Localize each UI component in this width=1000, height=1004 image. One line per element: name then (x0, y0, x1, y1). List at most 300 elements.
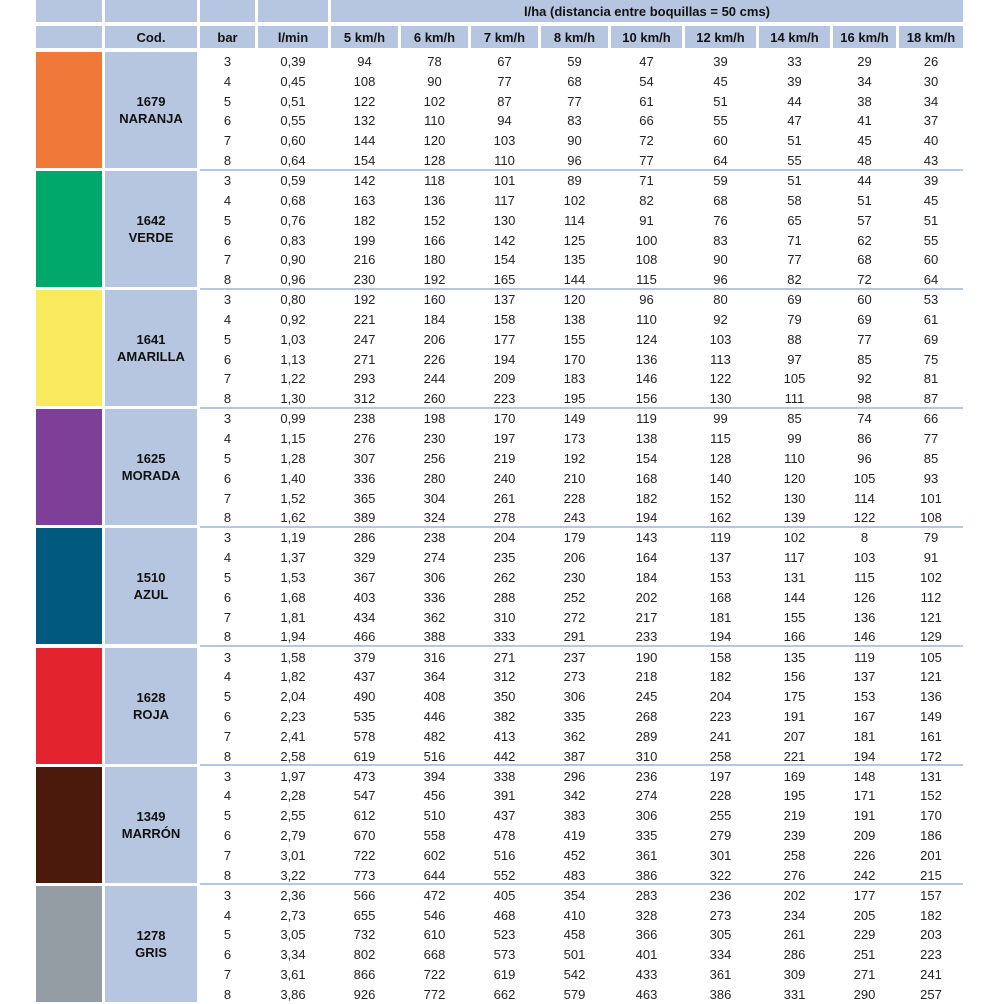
table-cell: 129 (920, 629, 942, 645)
table-cell: 54 (639, 73, 654, 89)
table-cell: 237 (563, 649, 586, 665)
table-cell: 75 (923, 351, 939, 367)
table-cell: 286 (783, 947, 806, 963)
table-cell: 69 (787, 292, 802, 308)
table-cell: 51 (923, 212, 939, 228)
table-cell: 30 (923, 73, 939, 89)
table-cell: 170 (493, 411, 516, 427)
table-cell: 77 (923, 431, 939, 447)
table-cell: 198 (423, 411, 446, 427)
table-cell: 6 (223, 470, 232, 486)
nozzle-color-name: GRIS (135, 944, 167, 960)
table-cell: 316 (423, 649, 446, 665)
table-cell: 256 (423, 450, 446, 466)
table-cell: 77 (567, 93, 582, 109)
table-cell: 169 (783, 768, 806, 784)
table-cell: 3 (223, 768, 232, 784)
table-cell: 155 (783, 609, 806, 625)
nozzle-code-cell (105, 52, 197, 168)
table-cell: 3 (223, 887, 232, 903)
table-cell: 236 (709, 887, 732, 903)
table-cell: 2,41 (280, 728, 306, 744)
table-cell: 172 (920, 748, 942, 764)
table-cell: 90 (567, 133, 582, 149)
table-cell: 8 (223, 510, 232, 526)
table-cell: 136 (635, 351, 658, 367)
table-cell: 182 (635, 490, 658, 506)
table-cell: 276 (353, 431, 376, 447)
table-cell: 361 (709, 966, 732, 982)
table-cell: 33 (787, 54, 802, 69)
table-cell: 101 (493, 173, 516, 189)
table-cell: 105 (783, 371, 806, 387)
table-cell: 108 (635, 252, 658, 268)
table-cell: 51 (787, 173, 802, 189)
table-cell: 468 (493, 907, 516, 923)
table-cell: 472 (423, 887, 446, 903)
table-cell: 4 (223, 669, 232, 685)
table-cell: 115 (636, 272, 657, 288)
table-cell: 61 (639, 93, 654, 109)
table-cell: 483 (563, 867, 586, 883)
table-cell: 131 (920, 768, 942, 784)
table-cell: 218 (635, 669, 658, 685)
table-cell: 44 (857, 173, 872, 189)
table-cell: 336 (353, 470, 376, 486)
table-cell: 516 (423, 748, 446, 764)
table-cell: 207 (783, 728, 806, 744)
table-cell: 2,55 (280, 808, 306, 824)
table-cell: 458 (563, 927, 586, 943)
table-cell: 161 (920, 728, 942, 744)
table-cell: 329 (353, 550, 376, 566)
table-cell: 83 (567, 113, 582, 129)
table-cell: 386 (709, 986, 732, 1002)
table-cell: 173 (563, 431, 586, 447)
table-cell: 90 (427, 73, 442, 89)
table-cell: 155 (563, 331, 586, 347)
table-cell: 192 (563, 450, 586, 466)
column-header: bar (200, 26, 255, 48)
table-cell: 456 (423, 788, 446, 804)
table-cell: 29 (857, 54, 872, 69)
table-cell: 165 (493, 272, 516, 288)
table-cell: 92 (857, 371, 872, 387)
column-header: 6 km/h (401, 26, 468, 48)
table-cell: 510 (423, 808, 446, 824)
nozzle-code-cell (105, 290, 197, 406)
table-cell: 195 (563, 391, 586, 407)
table-cell: 57 (857, 212, 872, 228)
table-cell: 306 (563, 689, 586, 705)
table-cell: 547 (353, 788, 376, 804)
table-cell: 0,51 (280, 93, 306, 109)
table-cell: 5 (223, 93, 232, 109)
table-cell: 119 (710, 530, 731, 546)
nozzle-code-cell (105, 409, 197, 525)
table-cell: 195 (783, 788, 806, 804)
table-cell: 191 (783, 708, 806, 724)
table-cell: 102 (423, 93, 446, 109)
table-cell: 170 (563, 351, 586, 367)
table-cell: 62 (857, 232, 872, 248)
table-cell: 304 (423, 490, 446, 506)
table-cell: 233 (635, 629, 658, 645)
table-cell: 152 (709, 490, 732, 506)
table-cell: 644 (423, 867, 446, 883)
table-cell: 230 (353, 272, 376, 288)
table-cell: 120 (563, 292, 586, 308)
table-cell: 199 (353, 232, 376, 248)
table-cell: 186 (920, 828, 942, 843)
table-cell: 271 (853, 966, 876, 982)
table-cell: 130 (493, 212, 516, 228)
table-cell: 0,80 (280, 292, 306, 308)
table-cell: 610 (423, 927, 446, 943)
table-cell: 115 (854, 570, 875, 585)
table-cell: 209 (853, 828, 876, 843)
table-cell: 241 (709, 728, 732, 744)
table-cell: 772 (423, 986, 446, 1002)
table-cell: 255 (709, 808, 732, 824)
table-cell: 68 (857, 252, 872, 268)
table-cell: 274 (635, 788, 658, 804)
table-cell: 5 (223, 450, 232, 466)
table-cell: 478 (493, 828, 516, 843)
table-cell: 55 (923, 232, 939, 248)
table-cell: 283 (635, 887, 658, 903)
table-cell: 182 (353, 212, 376, 228)
table-cell: 68 (713, 192, 728, 208)
table-cell: 204 (493, 530, 516, 546)
table-cell: 216 (353, 252, 376, 268)
table-cell: 152 (920, 788, 942, 804)
table-cell: 4 (223, 192, 232, 208)
table-cell: 118 (424, 173, 445, 189)
table-cell: 3 (223, 530, 232, 546)
column-header: l/min (258, 26, 328, 48)
table-cell: 89 (567, 173, 582, 189)
column-header: 12 km/h (685, 26, 756, 48)
table-cell: 244 (423, 371, 446, 387)
table-cell: 158 (493, 312, 516, 327)
table-cell: 335 (635, 828, 658, 843)
table-cell: 289 (635, 728, 658, 744)
table-cell: 110 (784, 450, 805, 466)
table-cell: 144 (353, 133, 376, 149)
table-cell: 105 (853, 470, 876, 486)
nozzle-code: 1625 (136, 451, 166, 467)
table-cell: 364 (423, 669, 446, 685)
table-cell: 338 (493, 768, 516, 784)
table-cell: 103 (493, 133, 516, 149)
table-cell: 7 (223, 371, 232, 387)
table-cell: 252 (563, 589, 586, 605)
table-cell: 175 (783, 689, 806, 705)
table-cell: 463 (635, 986, 658, 1002)
color-swatch (36, 767, 102, 883)
table-cell: 146 (635, 371, 658, 387)
table-cell: 437 (493, 808, 516, 824)
table-cell: 98 (857, 391, 872, 407)
nozzle-code-cell (105, 886, 197, 1002)
table-cell: 194 (709, 629, 732, 645)
table-cell: 168 (635, 470, 658, 486)
table-cell: 77 (857, 331, 872, 347)
table-cell: 96 (857, 450, 872, 466)
table-cell: 405 (493, 887, 516, 903)
table-cell: 47 (787, 113, 802, 129)
table-cell: 334 (709, 947, 732, 963)
table-cell: 1,82 (280, 669, 306, 685)
table-cell: 154 (353, 153, 376, 168)
table-cell: 362 (563, 728, 586, 744)
table-cell: 158 (709, 649, 732, 665)
table-cell: 51 (787, 133, 802, 149)
table-cell: 655 (353, 907, 376, 923)
table-cell: 662 (493, 986, 516, 1002)
table-cell: 219 (493, 450, 516, 466)
table-cell: 180 (423, 252, 446, 268)
header-blank-cell (105, 0, 197, 22)
table-cell: 408 (423, 689, 446, 705)
table-cell: 442 (493, 748, 516, 764)
table-cell: 2,58 (280, 748, 306, 764)
table-cell: 156 (635, 391, 658, 407)
table-cell: 386 (635, 867, 658, 883)
table-cell: 39 (923, 173, 939, 189)
table-cell: 68 (567, 73, 582, 89)
table-cell: 122 (353, 93, 376, 109)
table-cell: 128 (423, 153, 446, 168)
table-cell: 181 (709, 609, 732, 625)
table-cell: 166 (423, 232, 446, 248)
table-cell: 0,45 (280, 73, 306, 89)
table-cell: 437 (353, 669, 376, 685)
table-cell: 217 (635, 609, 658, 625)
table-cell: 0,39 (280, 54, 306, 69)
table-cell: 81 (923, 371, 939, 387)
table-cell: 47 (639, 54, 654, 69)
table-cell: 117 (494, 192, 515, 208)
table-cell: 573 (493, 947, 516, 963)
table-cell: 41 (857, 113, 872, 129)
table-cell: 0,59 (280, 173, 306, 189)
table-cell: 271 (353, 351, 376, 367)
table-cell: 274 (423, 550, 446, 566)
table-cell: 154 (635, 450, 658, 466)
table-cell: 0,60 (280, 133, 306, 149)
table-cell: 194 (853, 748, 876, 764)
column-header: Cod. (105, 26, 197, 48)
table-cell: 5 (223, 570, 232, 585)
table-cell: 108 (920, 510, 942, 526)
table-cell: 389 (353, 510, 376, 526)
table-cell: 3 (223, 411, 232, 427)
table-cell: 77 (497, 73, 512, 89)
table-cell: 34 (857, 73, 872, 89)
table-cell: 6 (223, 589, 232, 605)
table-cell: 434 (353, 609, 376, 625)
table-cell: 241 (920, 966, 942, 982)
table-cell: 37 (923, 113, 939, 129)
table-cell: 148 (853, 768, 876, 784)
table-cell: 226 (423, 351, 446, 367)
table-cell: 92 (713, 312, 728, 327)
table-cell: 110 (636, 312, 657, 327)
table-cell: 401 (635, 947, 658, 963)
table-cell: 137 (853, 669, 876, 685)
table-cell: 167 (853, 708, 876, 724)
table-cell: 122 (709, 371, 732, 387)
table-cell: 1,19 (280, 530, 306, 546)
table-cell: 230 (563, 570, 586, 585)
table-cell: 162 (709, 510, 732, 526)
table-cell: 1,30 (280, 391, 306, 407)
table-cell: 197 (709, 768, 732, 784)
header-blank-cell (258, 0, 328, 22)
table-cell: 132 (353, 113, 376, 129)
table-cell: 139 (783, 510, 806, 526)
table-cell: 5 (223, 927, 232, 943)
table-cell: 2,36 (280, 887, 306, 903)
nozzle-code: 1510 (136, 570, 166, 586)
table-cell: 202 (635, 589, 658, 605)
table-cell: 143 (635, 530, 658, 546)
header-blank-cell (36, 0, 102, 22)
table-cell: 136 (423, 192, 446, 208)
nozzle-color-name: ROJA (132, 706, 170, 722)
table-cell: 205 (853, 907, 876, 923)
table-cell: 2,73 (280, 907, 306, 923)
table-cell: 77 (787, 252, 802, 268)
table-cell: 291 (563, 629, 586, 645)
color-swatch (36, 52, 102, 168)
table-cell: 276 (783, 867, 806, 883)
table-cell: 273 (563, 669, 586, 685)
table-cell: 6 (223, 113, 232, 129)
table-cell: 293 (353, 371, 376, 387)
table-cell: 74 (857, 411, 872, 427)
table-cell: 307 (353, 450, 376, 466)
table-cell: 258 (783, 847, 806, 863)
table-cell: 6 (223, 232, 232, 248)
nozzle-code-cell (105, 171, 197, 287)
table-cell: 2,28 (280, 788, 306, 804)
table-cell: 190 (635, 649, 658, 665)
table-cell: 7 (223, 609, 232, 625)
table-cell: 558 (423, 828, 446, 843)
table-cell: 278 (493, 510, 516, 526)
table-cell: 305 (709, 927, 732, 943)
table-cell: 5 (223, 331, 232, 347)
table-cell: 473 (353, 768, 376, 784)
table-cell: 64 (923, 272, 939, 288)
table-cell: 91 (923, 550, 939, 566)
table-cell: 103 (709, 331, 732, 347)
table-cell: 103 (853, 550, 876, 566)
color-swatch (36, 886, 102, 1002)
table-cell: 168 (709, 589, 732, 605)
table-cell: 446 (423, 708, 446, 724)
table-cell: 668 (423, 947, 446, 963)
table-cell: 3 (223, 649, 232, 665)
table-cell: 331 (783, 986, 806, 1002)
table-cell: 135 (783, 649, 806, 665)
table-cell: 2,79 (280, 828, 306, 843)
table-cell: 578 (353, 728, 376, 744)
table-cell: 387 (563, 748, 586, 764)
table-cell: 234 (783, 907, 806, 923)
table-cell: 87 (497, 93, 512, 109)
table-cell: 96 (713, 272, 728, 288)
table-cell: 310 (635, 748, 658, 764)
table-cell: 1,58 (280, 649, 306, 665)
column-header: 14 km/h (759, 26, 830, 48)
nozzle-code: 1628 (136, 689, 166, 705)
table-cell: 271 (493, 649, 516, 665)
table-cell: 7 (223, 728, 232, 744)
table-cell: 2,23 (280, 708, 306, 724)
table-cell: 160 (423, 292, 446, 308)
table-cell: 3,34 (280, 947, 306, 963)
table-cell: 60 (923, 252, 939, 268)
table-cell: 238 (423, 530, 446, 546)
table-cell: 55 (713, 113, 728, 129)
table-cell: 110 (424, 113, 445, 129)
table-cell: 194 (493, 351, 516, 367)
table-cell: 110 (494, 153, 515, 168)
table-cell: 192 (423, 272, 446, 288)
table-cell: 90 (713, 252, 728, 268)
table-cell: 309 (783, 966, 806, 982)
column-header: 18 km/h (899, 26, 963, 48)
table-cell: 100 (635, 232, 658, 248)
table-cell: 99 (787, 431, 802, 447)
table-cell: 65 (787, 212, 802, 228)
table-cell: 69 (857, 312, 872, 327)
table-cell: 230 (423, 431, 446, 447)
table-cell: 102 (920, 570, 942, 585)
table-cell: 121 (920, 669, 942, 685)
table-cell: 114 (564, 212, 585, 228)
table-cell: 126 (853, 589, 876, 605)
table-cell: 182 (709, 669, 732, 685)
table-cell: 391 (493, 788, 516, 804)
table-cell: 6 (223, 828, 232, 843)
table-cell: 3,22 (280, 867, 306, 883)
nozzle-code: 1679 (136, 94, 166, 109)
table-cell: 140 (709, 470, 732, 486)
table-cell: 5 (223, 808, 232, 824)
table-cell: 130 (783, 490, 806, 506)
table-cell: 94 (497, 113, 512, 129)
table-cell: 6 (223, 947, 232, 963)
table-cell: 102 (563, 192, 586, 208)
table-cell: 202 (783, 887, 806, 903)
column-header: 10 km/h (611, 26, 682, 48)
nozzle-code-cell (105, 767, 197, 883)
table-cell: 194 (635, 510, 658, 526)
table-cell: 38 (857, 93, 872, 109)
table-cell: 115 (710, 431, 731, 447)
table-cell: 44 (787, 93, 802, 109)
table-cell: 306 (423, 570, 446, 585)
table-cell: 93 (923, 470, 939, 486)
table-cell: 1,40 (280, 470, 306, 486)
nozzle-color-name: AZUL (133, 587, 169, 603)
table-cell: 0,76 (280, 212, 306, 228)
